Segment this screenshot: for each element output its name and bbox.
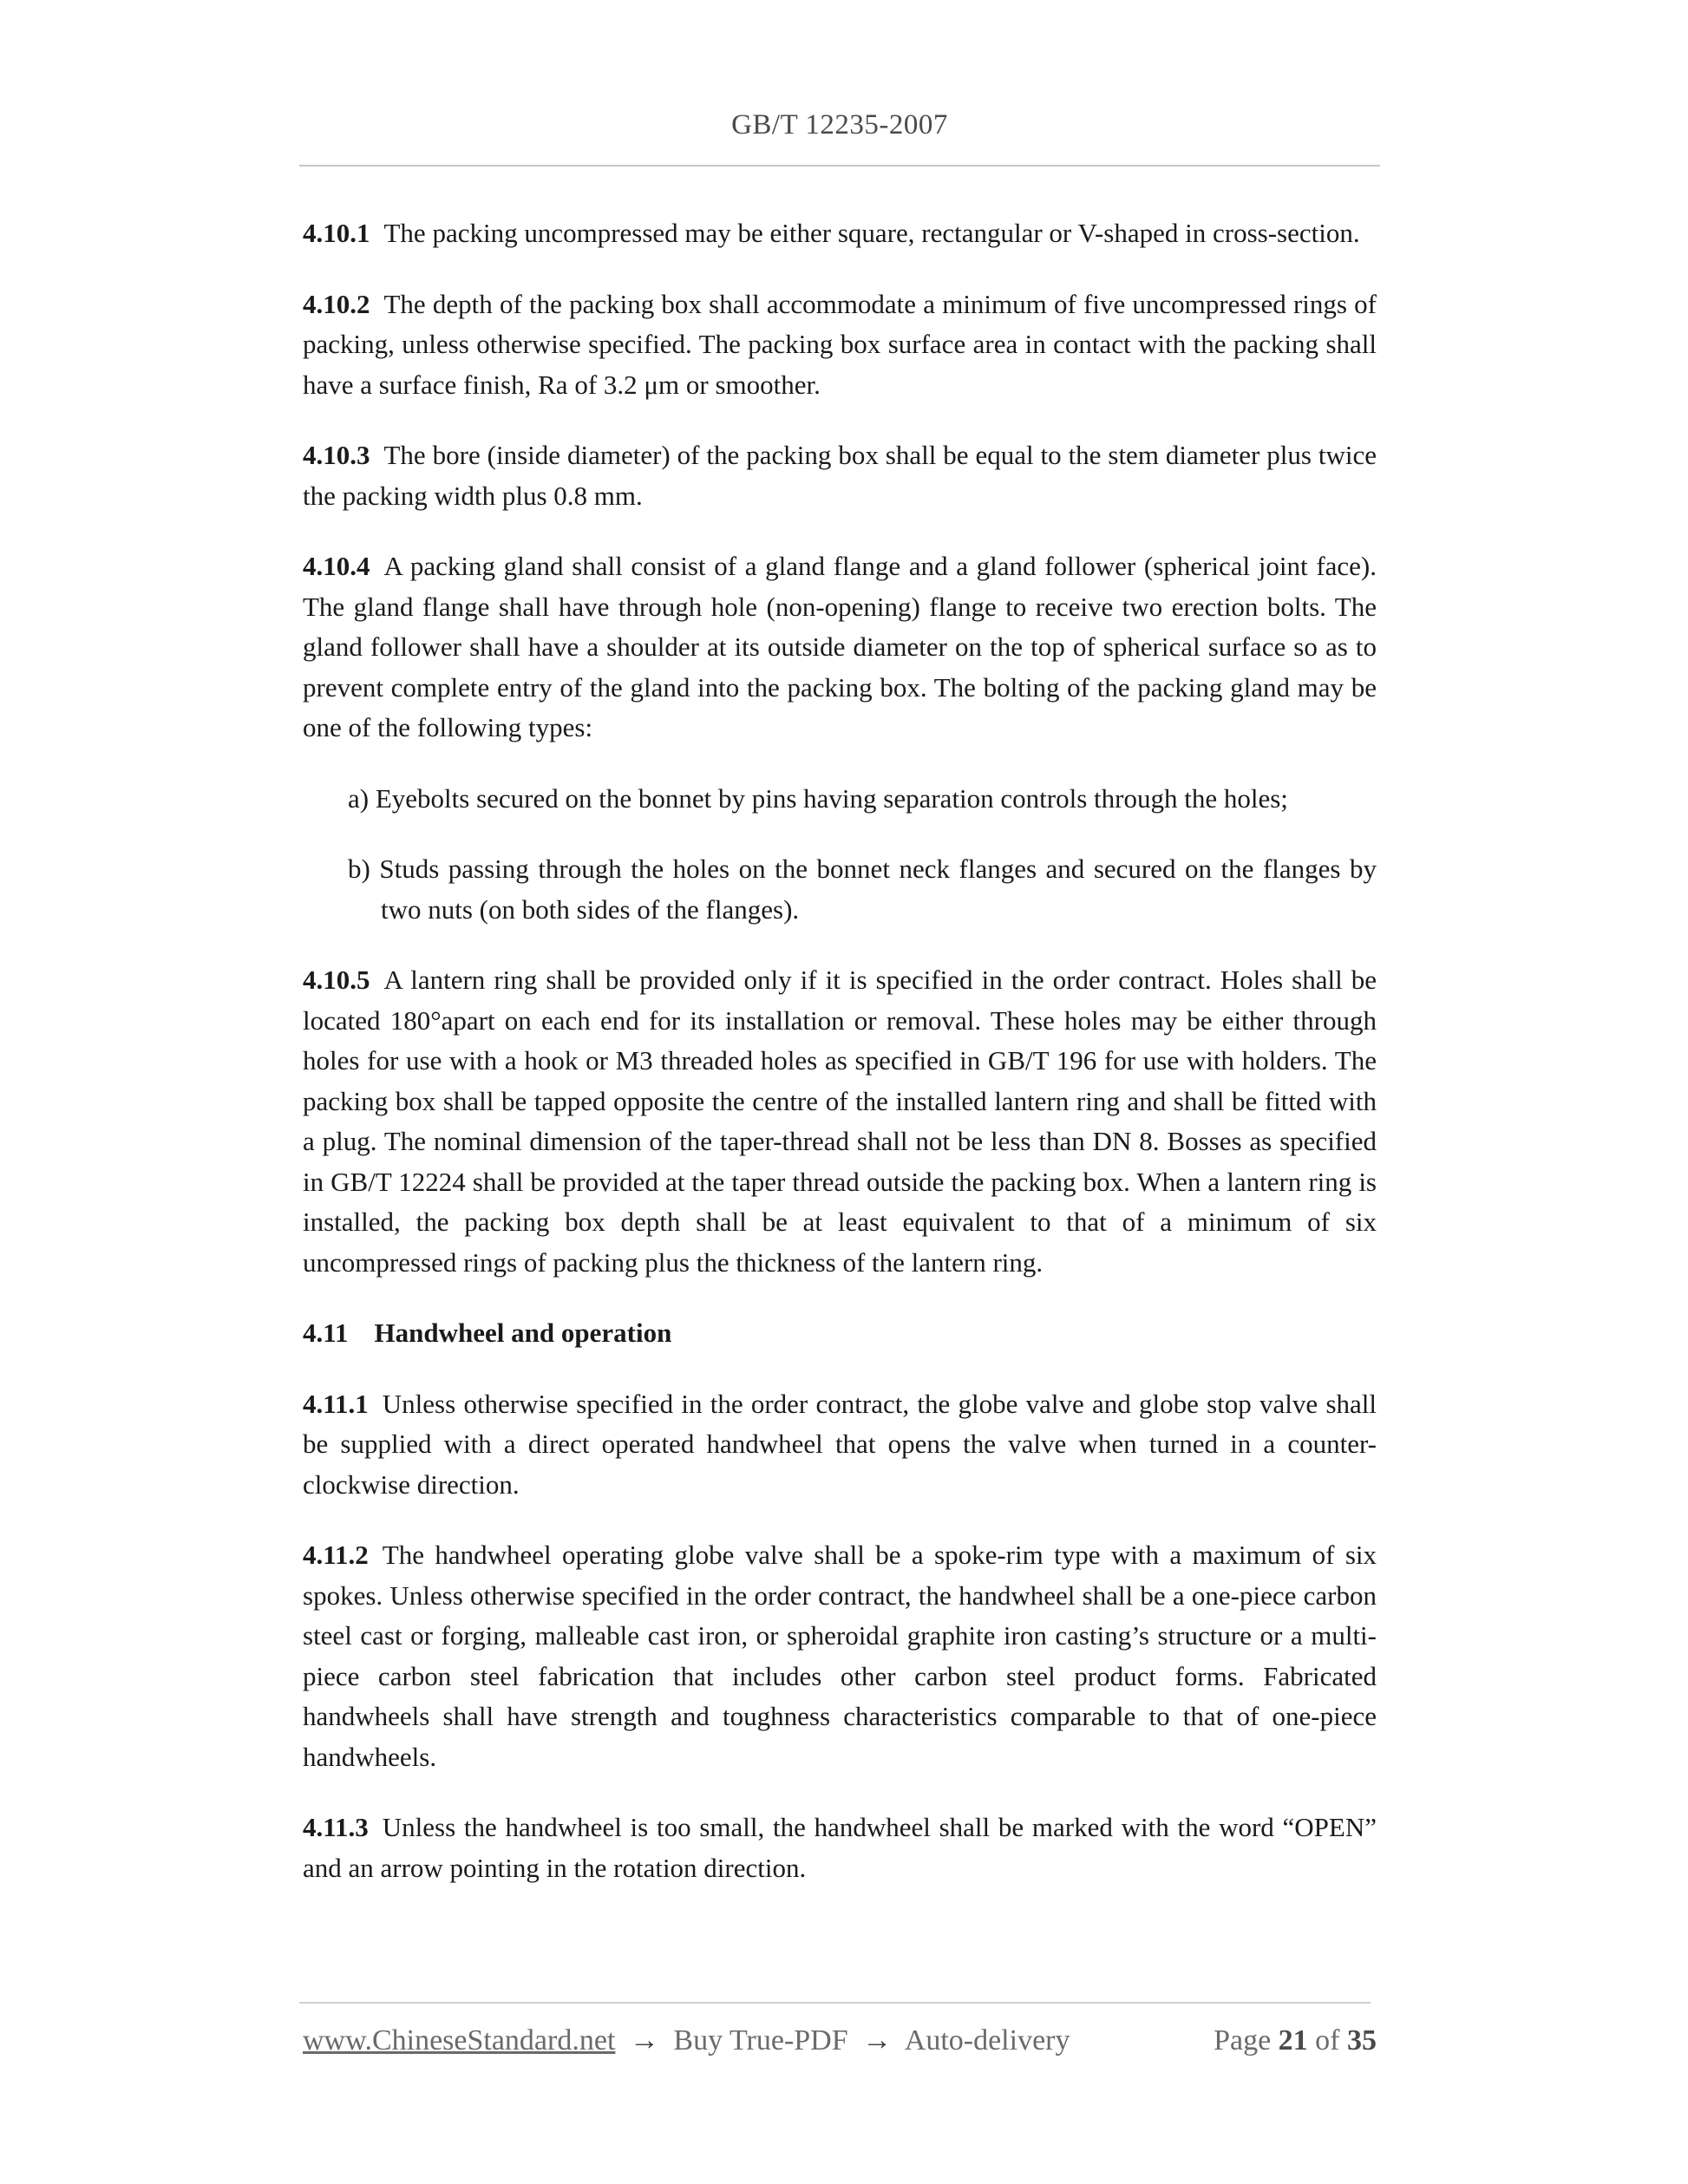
arrow-right-icon: → xyxy=(862,2024,893,2056)
clause-number: 4.11.2 xyxy=(303,1540,369,1570)
arrow-right-icon: → xyxy=(629,2024,659,2056)
clause-4-10-1 xyxy=(303,213,1377,254)
clause-text: A packing gland shall consist of a gland flange and a gland follower (spherical joint face). The gland flange shall have through hole (non-opening) flange to receive two erection bolts. The gland follower shall have a shoulder at its outside diameter on the top of spherical surface so as to prevent complete entry of the gland into the packing box. The bolting of the packing gland may be one of the following types: xyxy=(303,551,1377,742)
clause-text: The handwheel operating globe valve shall be a spoke-rim type with a maximum of six spokes. Unless otherwise specified in the order contract, the handwheel shall be a one-piece carbon steel cast or forging, malleable cast iron, or spheroidal graphite iron casting’s structure or a multi-piece carbon steel fabrication that includes other carbon steel product forms. Fabricated handwheels shall have strength and toughness characteristics comparable to that of one-piece handwheels. xyxy=(303,1540,1377,1772)
list-item-a: a) Eyebolts secured on the bonnet by pins having separation controls through the holes; xyxy=(348,782,1288,814)
clause-4-10-5 xyxy=(303,960,1377,1283)
clause-4-10-3 xyxy=(303,435,1377,516)
clause-text: The packing uncompressed may be either square, rectangular or V-shaped in cross-section. xyxy=(383,218,1360,248)
section-title: Handwheel and operation xyxy=(374,1318,672,1348)
clause-text: Unless the handwheel is too small, the handwheel shall be marked with the word “OPEN” and an arrow pointing in the rotation direction. xyxy=(303,1812,1377,1883)
clause-number: 4.10.2 xyxy=(303,288,370,319)
clause-number: 4.10.3 xyxy=(303,440,370,470)
clause-4-10-4 xyxy=(303,546,1377,749)
clause-number: 4.10.4 xyxy=(303,551,370,581)
clause-4-10-2 xyxy=(303,284,1377,406)
section-number: 4.11 xyxy=(303,1318,349,1348)
clause-number: 4.11.3 xyxy=(303,1812,369,1842)
page-label: Page xyxy=(1214,2024,1272,2056)
page-footer xyxy=(303,2021,1377,2061)
buy-pdf-text: Buy True-PDF xyxy=(673,2024,848,2056)
page-total: 35 xyxy=(1347,2024,1377,2056)
document-body xyxy=(303,213,1377,1919)
clause-number: 4.11.1 xyxy=(303,1388,369,1419)
clause-text: The depth of the packing box shall accommodate a minimum of five uncompressed rings of packing, unless otherwise specified. The packing box surface area in contact with the packing shall have a surface finish, Ra of 3.2 μm or smoother. xyxy=(303,288,1377,400)
clause-text: Unless otherwise specified in the order contract, the globe valve and globe stop valve shall be supplied with a direct operated handwheel that opens the valve when turned in a counter-clockwise direction. xyxy=(303,1388,1377,1500)
list-item-b: b) Studs passing through the holes on the bonnet neck flanges and secured on the flanges by two nuts (on both sides of the flanges). xyxy=(348,853,1377,925)
clause-number: 4.10.5 xyxy=(303,964,370,995)
clause-4-11-3 xyxy=(303,1808,1377,1888)
clause-number: 4.10.1 xyxy=(303,218,370,248)
clause-text: The bore (inside diameter) of the packing box shall be equal to the stem diameter plus twice the packing width plus 0.8 mm. xyxy=(303,440,1377,511)
clause-4-11-2 xyxy=(303,1535,1377,1777)
page-indicator xyxy=(1214,2021,1377,2061)
footer-divider xyxy=(299,2002,1371,2004)
page-current: 21 xyxy=(1278,2024,1308,2056)
page-header-title: GB/T 12235-2007 xyxy=(731,109,948,141)
of-label: of xyxy=(1315,2024,1340,2056)
website-link[interactable]: www.ChineseStandard.net xyxy=(303,2024,616,2056)
auto-delivery-text: Auto-delivery xyxy=(904,2024,1070,2056)
clause-4-11-1 xyxy=(303,1384,1377,1506)
section-heading-4-11 xyxy=(303,1313,1377,1354)
header-divider xyxy=(299,165,1380,167)
clause-text: A lantern ring shall be provided only if it is specified in the order contract. Holes shall be located 180°apart on each end for its installation or removal. These holes may be either through holes for use with a hook or M3 threaded holes as specified in GB/T 196 for use with holders. The packing box shall be tapped opposite the centre of the installed lantern ring and shall be fitted with a plug. The nominal dimension of the taper-thread shall not be less than DN 8. Bosses as specified in GB/T 12224 shall be provided at the taper thread outside the packing box. When a lantern ring is installed, the packing box depth shall be at least equivalent to that of a minimum of six uncompressed rings of packing plus the thickness of the lantern ring. xyxy=(303,964,1377,1278)
